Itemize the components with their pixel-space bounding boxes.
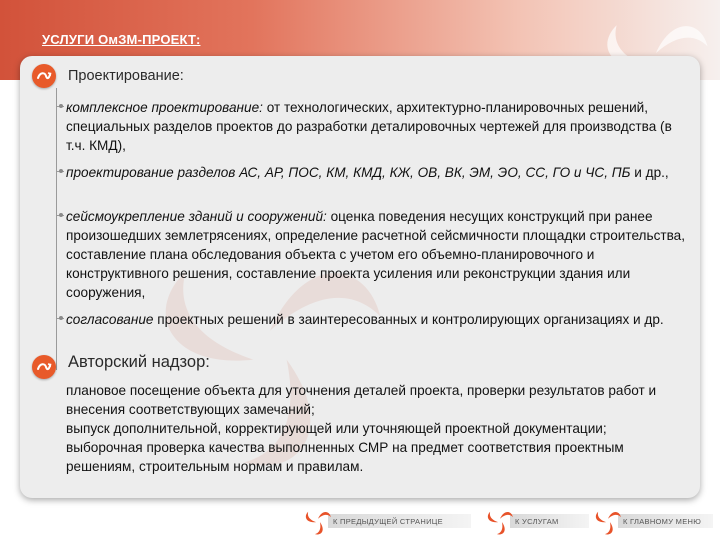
supervision-heading: Авторский надзор: <box>68 353 210 371</box>
bullet-dot <box>59 104 63 108</box>
design-heading: Проектирование: <box>68 68 184 84</box>
swirl-logo-icon <box>486 507 514 535</box>
supervision-line-2: выпуск дополнительной, корректирующей или уточняющей проектной документации; <box>66 421 607 436</box>
swirl-bullet-icon <box>32 64 56 88</box>
main-menu-label: К ГЛАВНОМУ МЕНЮ <box>618 514 713 528</box>
swirl-logo-icon <box>594 507 622 535</box>
services-link[interactable] <box>486 506 592 536</box>
design-item-1: комплексное проектирование: от технологических, архитектурно-планировочных решений, специальных разделов проектов до разработки деталировочных чертежей для производства (в т.ч. КМД), <box>66 100 672 153</box>
swirl-logo-icon <box>304 507 332 535</box>
prev-page-label: К ПРЕДЫДУЩЕЙ СТРАНИЦЕ <box>328 514 471 528</box>
page-title: УСЛУГИ ОмЗМ-ПРОЕКТ: <box>42 32 201 47</box>
bullet-dot <box>59 169 63 173</box>
swirl-bullet-icon <box>32 355 56 379</box>
bullet-dot <box>59 316 63 320</box>
main-menu-link[interactable] <box>594 506 716 536</box>
timeline-line <box>56 88 57 370</box>
design-item-2: проектирование разделов АС, АР, ПОС, КМ, КМД, КЖ, ОВ, ВК, ЭМ, ЭО, СС, ГО и ЧС, ПБ и др., <box>66 165 669 180</box>
prev-page-link[interactable] <box>304 506 474 536</box>
supervision-line-3: выборочная проверка качества выполненных СМР на предмет соответствия проектным решениям, строительным нормам и правилам. <box>66 440 624 474</box>
bullet-dot <box>59 213 63 217</box>
design-item-4: согласование проектных решений в заинтересованных и контролирующих организациях и др. <box>66 312 664 327</box>
supervision-text <box>66 381 694 476</box>
services-label: К УСЛУГАМ <box>510 514 589 528</box>
supervision-line-1: плановое посещение объекта для уточнения деталей проекта, проверки результатов работ и внесения соответствующих замечаний; <box>66 383 657 417</box>
design-item-3: сейсмоукрепление зданий и сооружений: оценка поведения несущих конструкций при ранее произошедших землетрясениях, определение расчетной сейсмичности площадки строительства, составление плана обследования объекта с учетом его объемно-планировочного и конструктивного решения, составление проекта усиления или реконструкции здания или сооружения, <box>66 209 685 300</box>
